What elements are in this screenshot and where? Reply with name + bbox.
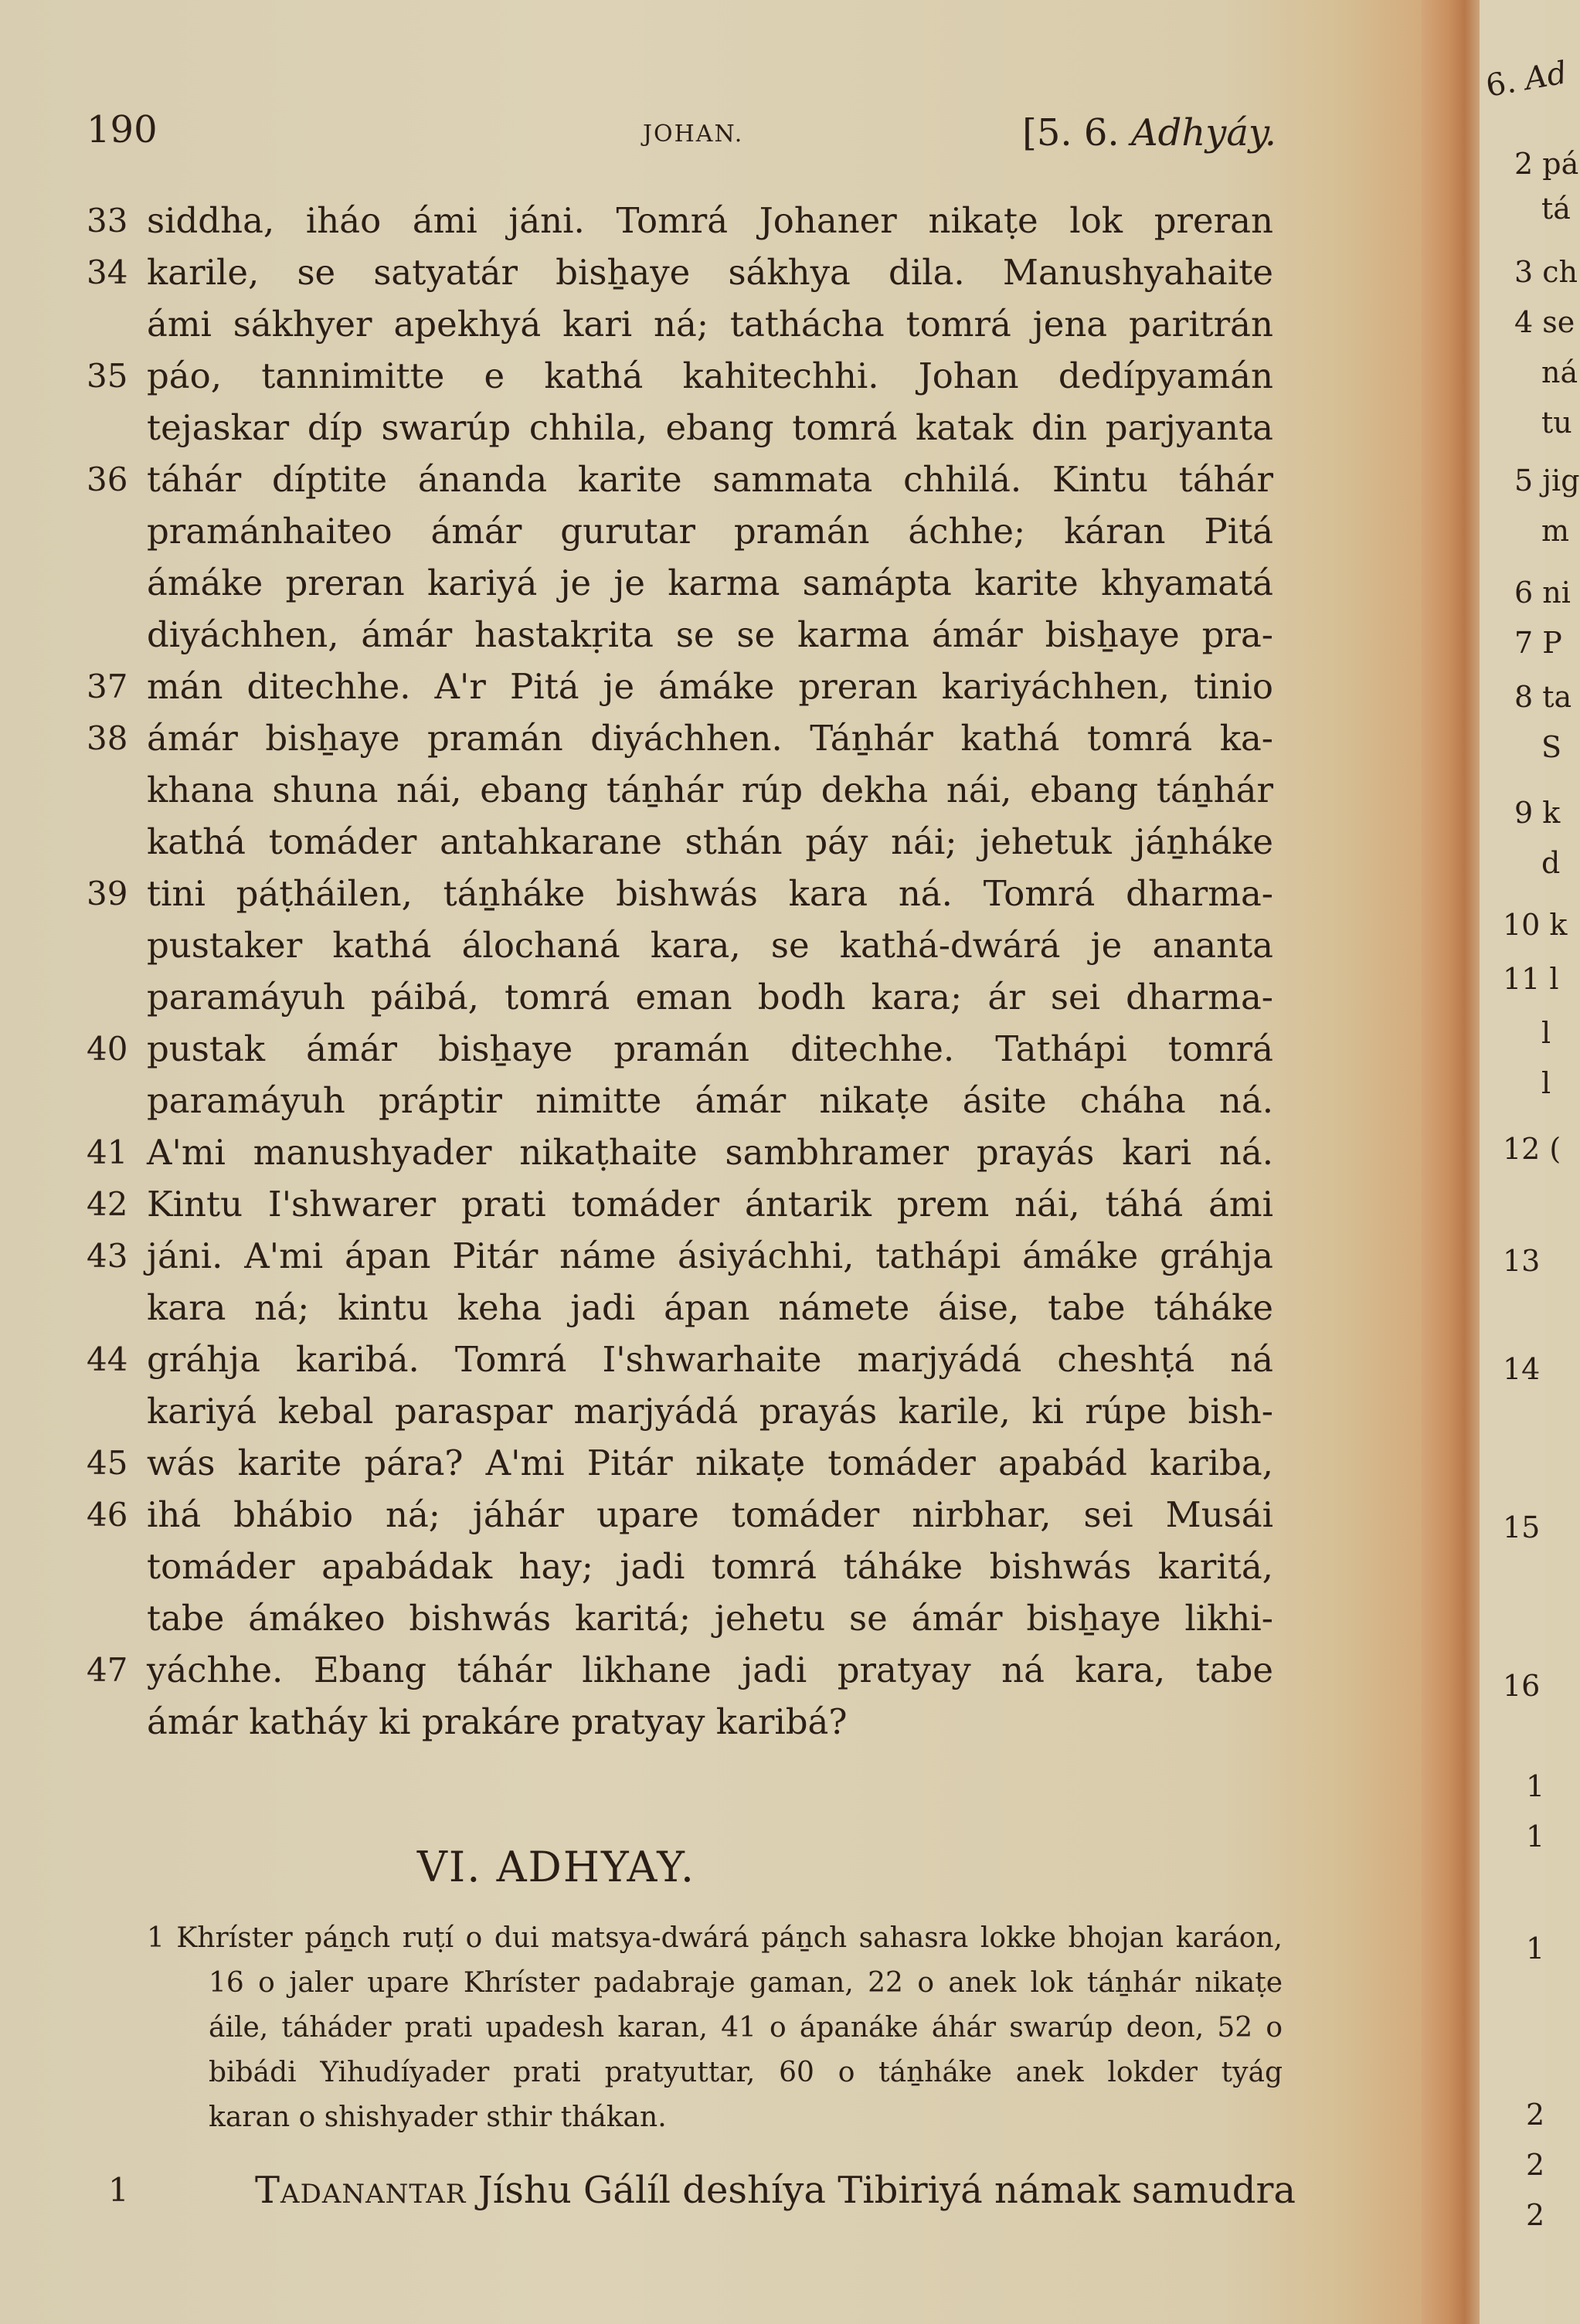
book-gutter: [1422, 0, 1483, 2324]
right-page-text-fragment: 12 (: [1503, 1132, 1561, 1166]
verse-number: 47: [87, 1651, 128, 1689]
summary-text: 1 Khríster páṉch ruṭí o dui matsya-dwárá páṉch sahasra lokke bhojan karáon,: [147, 1922, 1283, 1954]
text-line: [87, 1023, 1273, 1075]
line-text: ámi sákhyer apekhyá kari ná; tathácha tomrá jena paritrán: [147, 304, 1273, 345]
line-text: pustaker kathá álochaná kara, se kathá-dwárá je ananta: [147, 925, 1273, 966]
line-text: pustak ámár bisẖaye pramán ditechhe. Tathápi tomrá: [147, 1028, 1273, 1069]
right-page-text-fragment: 14: [1503, 1352, 1541, 1386]
line-text: diyáchhen, ámár hastakṛita se se karma ámár bisẖaye pra-: [147, 614, 1273, 655]
verse-smallcaps-opening: Tadanantar: [255, 2169, 467, 2212]
line-text: wás karite pára? A'mi Pitár nikaṭe tomáder apabád kariba,: [147, 1442, 1273, 1483]
verse-number: 1: [108, 2171, 129, 2209]
right-page-text-fragment: 7 P: [1514, 626, 1562, 660]
right-page-text-fragment: 6 ni: [1514, 576, 1571, 610]
right-page-text-fragment: l: [1541, 1016, 1551, 1050]
text-line: [87, 505, 1273, 557]
verse-number: 44: [87, 1340, 128, 1378]
line-text: karile, se satyatár bisẖaye sákhya dila. Manushyahaite: [147, 252, 1273, 293]
verse-number: 42: [87, 1185, 128, 1223]
right-page-text-fragment: 13: [1503, 1244, 1541, 1278]
text-line: [87, 661, 1273, 712]
summary-line: [147, 2050, 1283, 2095]
verse-number: 34: [87, 253, 128, 291]
line-text: kara ná; kintu keha jadi ápan námete áise, tabe táháke: [147, 1287, 1273, 1328]
line-text: tabe ámákeo bishwás karitá; jehetu se ámár bisẖaye likhi-: [147, 1598, 1273, 1639]
body-text: [87, 195, 1273, 1748]
right-page-text-fragment: 16: [1503, 1669, 1541, 1703]
right-page-text-fragment: 2 pá: [1514, 147, 1579, 181]
summary-text: bibádi Yihudíyader prati pratyuttar, 60 o táṉháke anek lokder tyág: [209, 2057, 1283, 2088]
line-text: tomáder apabádak hay; jadi tomrá táháke bishwás karitá,: [147, 1546, 1273, 1587]
line-text: yáchhe. Ebang táhár likhane jadi pratyay ná kara, tabe: [147, 1650, 1273, 1690]
right-page-text-fragment: l: [1541, 1066, 1551, 1100]
text-line: [87, 971, 1273, 1023]
right-page-text-fragment: tu: [1541, 406, 1572, 440]
line-text: ihá bhábio ná; jáhár upare tomáder nirbhar, sei Musái: [147, 1494, 1273, 1535]
text-line: [87, 764, 1273, 816]
summary-text: karan o shishyader sthir thákan.: [209, 2101, 667, 2133]
page-header: [87, 108, 1276, 155]
line-text: ámár katháy ki prakáre pratyay karibá?: [147, 1701, 848, 1742]
verse-number: 40: [87, 1030, 128, 1068]
right-page-text-fragment: 2: [1526, 2098, 1545, 2132]
text-line: [87, 1282, 1273, 1334]
verse-number: 35: [87, 357, 128, 395]
verse-number: 37: [87, 668, 128, 705]
chapter-title: VI. ADHYAY.: [416, 1843, 696, 1891]
summary-line: [147, 1916, 1283, 1961]
summary-line: [147, 1961, 1283, 2006]
line-text: A'mi manushyader nikaṭhaite sambhramer prayás kari ná.: [147, 1132, 1273, 1173]
verse-number: 36: [87, 460, 128, 498]
line-text: tejaskar díp swarúp chhila, ebang tomrá katak din parjyanta: [147, 407, 1273, 448]
text-line: [87, 1178, 1273, 1230]
text-line: [87, 609, 1273, 661]
line-text: tini páṭháilen, táṉháke bishwás kara ná. Tomrá dharma-: [147, 873, 1273, 914]
text-line: [87, 1075, 1273, 1126]
text-line: [87, 1385, 1273, 1437]
text-line: [87, 454, 1273, 505]
text-line: [87, 1696, 1273, 1748]
summary-text: 16 o jaler upare Khríster padabraje gaman, 22 o anek lok táṉhár nikaṭe: [209, 1967, 1283, 1999]
text-line: [87, 1334, 1273, 1385]
line-text: ámáke preran kariyá je je karma samápta karite khyamatá: [147, 562, 1273, 603]
verse-number: 43: [87, 1237, 128, 1275]
verse-number: 45: [87, 1444, 128, 1482]
line-text: jáni. A'mi ápan Pitár náme ásiyáchhi, tathápi ámáke gráhja: [147, 1235, 1273, 1276]
running-title: JOHAN.: [643, 121, 744, 148]
verse-text: [255, 2163, 1296, 2217]
right-page-fragment: [1480, 0, 1580, 2324]
verse-number: 33: [87, 202, 128, 240]
text-line: [87, 712, 1273, 764]
right-page-text-fragment: d: [1541, 846, 1561, 880]
line-text: kathá tomáder antahkarane sthán páy nái; jehetuk jáṉháke: [147, 821, 1273, 862]
summary-line: [147, 2006, 1283, 2050]
verse-text-rest: Jíshu Gálíl deshíya Tibiriyá námak samudra: [466, 2169, 1296, 2212]
text-line: [87, 1644, 1273, 1696]
line-text: páo, tannimitte e kathá kahitechhi. Johan dedípyamán: [147, 355, 1273, 396]
line-text: mán ditechhe. A'r Pitá je ámáke preran kariyáchhen, tinio: [147, 666, 1273, 707]
line-text: ámár bisẖaye pramán diyáchhen. Táṉhár kathá tomrá ka-: [147, 718, 1273, 759]
right-page-text-fragment: 1: [1526, 1819, 1545, 1853]
text-line: [87, 1437, 1273, 1489]
summary-text: áile, táháder prati upadesh karan, 41 o ápanáke áhár swarúp deon, 52 o: [209, 2012, 1283, 2044]
right-page-text-fragment: 3 ch: [1514, 255, 1578, 289]
line-text: pramánhaiteo ámár gurutar pramán áchhe; káran Pitá: [147, 511, 1273, 552]
chapter-heading: [0, 1843, 1545, 1891]
right-page-heading: [1483, 55, 1570, 104]
text-line: [87, 1126, 1273, 1178]
right-page-text-fragment: 5 jig: [1514, 464, 1580, 498]
verse-number: 46: [87, 1496, 128, 1534]
text-line: [87, 195, 1273, 246]
right-page-text-fragment: 2: [1526, 2198, 1545, 2232]
text-line: [87, 1592, 1273, 1644]
right-page-text-fragment: tá: [1541, 192, 1571, 226]
text-line: [87, 1541, 1273, 1592]
page-number: 190: [87, 108, 158, 151]
text-line: [87, 246, 1273, 298]
right-page-text-fragment: 10 k: [1503, 908, 1568, 942]
right-heading-italic: Ad: [1521, 55, 1570, 97]
text-line: [87, 402, 1273, 454]
line-text: paramáyuh páibá, tomrá eman bodh kara; ár sei dharma-: [147, 977, 1273, 1018]
line-text: kariyá kebal paraspar marjyádá prayás karile, ki rúpe bish-: [147, 1391, 1273, 1432]
section-ref-italic: Adhyáy.: [1130, 111, 1276, 155]
right-page-text-fragment: 8 ta: [1514, 680, 1572, 714]
verse-number: 38: [87, 719, 128, 757]
right-page-text-fragment: 9 k: [1514, 796, 1561, 830]
text-line: [87, 919, 1273, 971]
text-line: [87, 1489, 1273, 1541]
summary-line: [147, 2095, 1283, 2140]
text-line: [87, 816, 1273, 868]
line-text: khana shuna nái, ebang táṉhár rúp dekha nái, ebang táṉhár: [147, 770, 1273, 810]
verse-number: 41: [87, 1133, 128, 1171]
line-text: paramáyuh práptir nimitte ámár nikaṭe ásite cháha ná.: [147, 1080, 1273, 1121]
section-ref-prefix: [5. 6.: [1022, 111, 1131, 155]
right-heading-prefix: 6.: [1483, 62, 1528, 104]
right-page-text-fragment: 1: [1526, 1769, 1545, 1803]
right-page-text-fragment: S: [1541, 730, 1562, 764]
text-line: [87, 350, 1273, 402]
text-line: [87, 1230, 1273, 1282]
line-text: táhár díptite ánanda karite sammata chhilá. Kintu táhár: [147, 459, 1273, 500]
line-text: siddha, iháo ámi jáni. Tomrá Johaner nikaṭe lok preran: [147, 200, 1273, 241]
text-line: [87, 868, 1273, 919]
line-text: Kintu I'shwarer prati tomáder ántarik prem nái, táhá ámi: [147, 1184, 1273, 1225]
right-page-text-fragment: 4 se: [1514, 305, 1575, 339]
right-page-text-fragment: 15: [1503, 1510, 1541, 1544]
right-page-text-fragment: ná: [1541, 355, 1578, 389]
right-page-text-fragment: 2: [1526, 2148, 1545, 2182]
right-page-text-fragment: 1: [1526, 1932, 1545, 1966]
line-text: gráhja karibá. Tomrá I'shwarhaite marjyádá cheshṭá ná: [147, 1339, 1273, 1380]
verse-number: 39: [87, 875, 128, 912]
right-page-text-fragment: 11 l: [1503, 962, 1559, 996]
text-line: [87, 557, 1273, 609]
section-reference: [1022, 111, 1276, 155]
verse-1: [108, 2163, 1296, 2217]
text-line: [87, 298, 1273, 350]
chapter-summary: [147, 1916, 1283, 2140]
right-page-text-fragment: m: [1541, 514, 1570, 548]
